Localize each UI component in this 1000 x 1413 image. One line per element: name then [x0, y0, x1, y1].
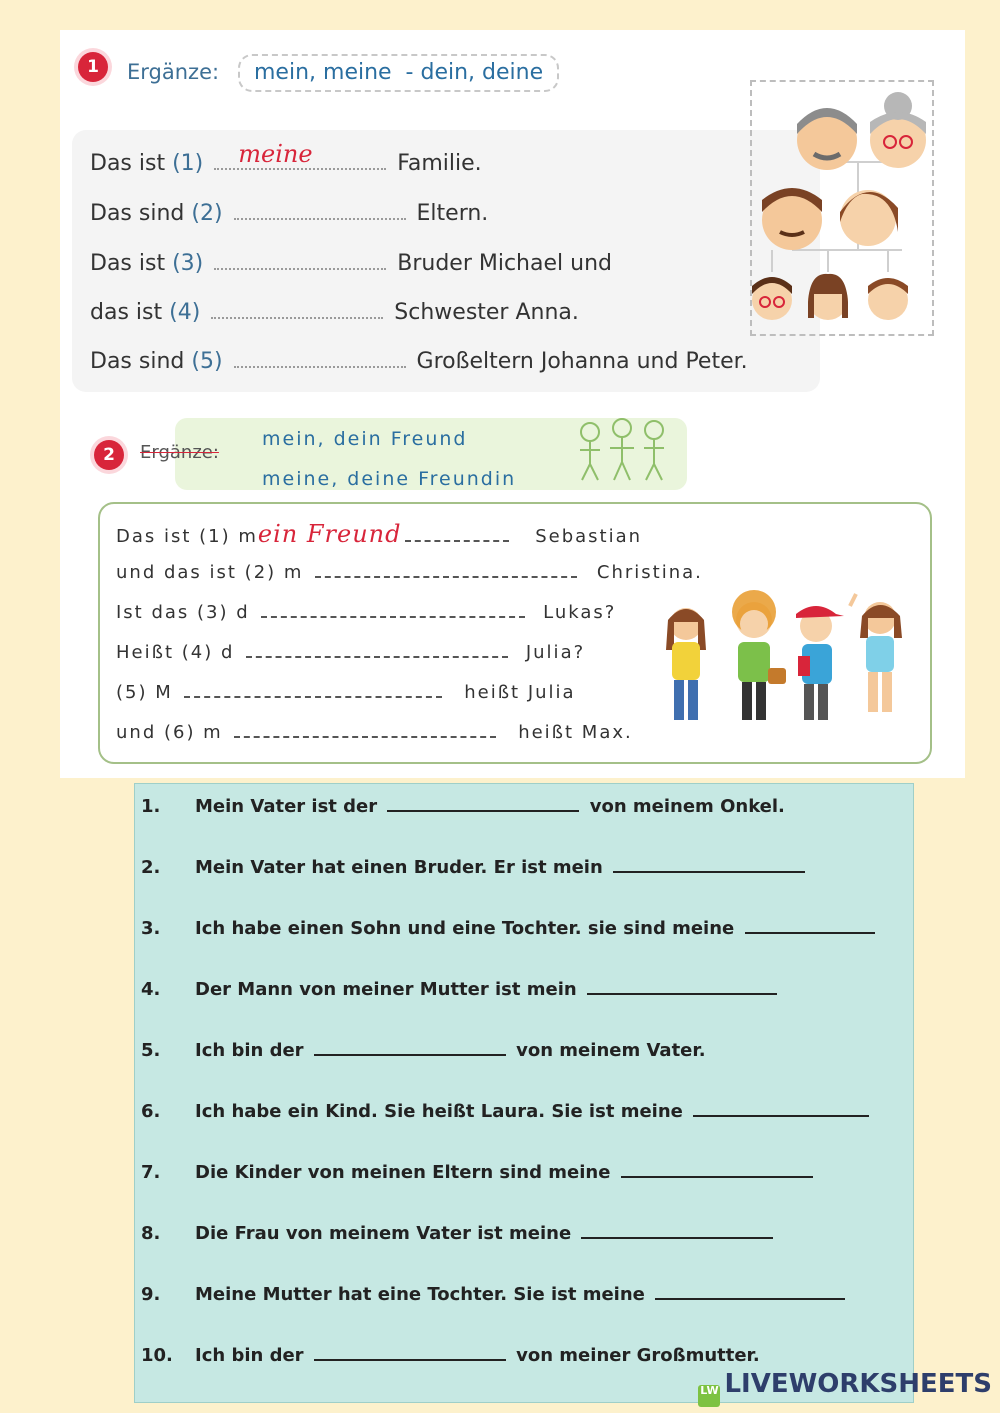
ex3-item-6-num: 6.	[141, 1101, 161, 1122]
ex3-item-7-text: Die Kinder von meinen Eltern sind meine	[195, 1162, 611, 1183]
ex2-answer-1-text[interactable]: ein Freund	[257, 520, 402, 548]
ex3-item-10	[141, 1343, 760, 1366]
ex2-answer-3[interactable]	[261, 602, 525, 618]
ex1-line-4	[90, 297, 579, 325]
ex1-answer-4[interactable]	[211, 297, 383, 319]
ex1-line-1-num: (1)	[172, 151, 204, 176]
ex1-line-2-after: Eltern.	[416, 201, 489, 226]
ex1-answer-1[interactable]	[214, 140, 386, 170]
ex2-line-5-text: (5) M	[116, 682, 173, 703]
ex2-answer-2[interactable]	[315, 562, 577, 578]
liveworksheets-logo-icon: LW	[698, 1385, 720, 1407]
ex3-item-8-text: Die Frau von meinem Vater ist meine	[195, 1223, 572, 1244]
liveworksheets-logo-text: LIVEWORKSHEETS	[724, 1369, 992, 1399]
ex3-item-9-num: 9.	[141, 1284, 161, 1305]
ex1-line-3-text: Das ist	[90, 251, 173, 276]
ex2-line-2-text: und das ist (2) m	[116, 562, 304, 583]
exercise-2-options-line-1: mein, dein Freund	[262, 428, 468, 450]
family-tree-illustration	[750, 80, 934, 336]
ex3-item-4-num: 4.	[141, 979, 161, 1000]
exercise-2-options-line-2: meine, deine Freundin	[262, 468, 517, 490]
ex3-answer-6[interactable]	[693, 1099, 869, 1117]
ex1-answer-2[interactable]	[234, 198, 406, 220]
ex3-item-7	[141, 1160, 817, 1183]
ex2-line-1-after: Sebastian	[535, 526, 643, 547]
children-illustration	[650, 590, 930, 730]
exercise-2-badge: 2	[94, 440, 124, 470]
ex1-line-2-num: (2)	[191, 201, 223, 226]
ex3-answer-3[interactable]	[745, 916, 875, 934]
ex3-item-10-after: von meiner Großmutter.	[516, 1345, 760, 1366]
ex3-item-1-text: Mein Vater ist der	[195, 796, 378, 817]
ex1-line-5-after: Großeltern Johanna und Peter.	[416, 349, 748, 374]
ex1-answer-1-text: meine	[238, 140, 313, 168]
liveworksheets-logo[interactable]	[698, 1369, 992, 1407]
ex3-answer-5[interactable]	[314, 1038, 506, 1056]
friends-sketch-icon	[574, 418, 670, 484]
ex1-line-5	[90, 346, 748, 374]
ex3-item-1	[141, 794, 785, 817]
ex2-line-5-after: heißt Julia	[464, 682, 576, 703]
ex2-line-3	[116, 602, 616, 623]
ex3-answer-1[interactable]	[387, 794, 579, 812]
ex2-answer-4[interactable]	[246, 642, 508, 658]
ex1-line-5-num: (5)	[191, 349, 223, 374]
ex2-line-2-after: Christina.	[596, 562, 703, 583]
ex2-answer-5[interactable]	[184, 682, 442, 698]
ex3-item-10-num: 10.	[141, 1345, 173, 1366]
ex3-item-4-text: Der Mann von meiner Mutter ist mein	[195, 979, 577, 1000]
exercise-1-instruction: Ergänze:	[127, 60, 220, 84]
ex1-line-1-after: Familie.	[397, 151, 482, 176]
ex1-answer-5[interactable]	[234, 346, 406, 368]
ex3-item-3	[141, 916, 879, 939]
ex3-item-9	[141, 1282, 849, 1305]
ex3-item-2	[141, 855, 809, 878]
ex3-item-10-text: Ich bin der	[195, 1345, 304, 1366]
ex2-line-6	[116, 722, 633, 743]
exercise-2-instruction: Ergänze:	[140, 442, 219, 463]
ex3-item-6	[141, 1099, 873, 1122]
ex3-item-2-num: 2.	[141, 857, 161, 878]
ex2-line-1-text: Das ist (1) m	[116, 526, 258, 547]
ex3-item-1-num: 1.	[141, 796, 161, 817]
ex2-line-4-after: Julia?	[525, 642, 586, 663]
ex3-item-3-text: Ich habe einen Sohn und eine Tochter. sie sind meine	[195, 918, 735, 939]
ex1-line-3-num: (3)	[172, 251, 204, 276]
ex3-item-2-text: Mein Vater hat einen Bruder. Er ist mein	[195, 857, 603, 878]
exercise-3-box	[134, 783, 914, 1403]
ex3-answer-9[interactable]	[655, 1282, 845, 1300]
ex1-line-1-text: Das ist	[90, 151, 173, 176]
ex3-item-5	[141, 1038, 706, 1061]
ex2-line-2	[116, 562, 703, 583]
ex3-item-3-num: 3.	[141, 918, 161, 939]
ex3-item-1-after: von meinem Onkel.	[589, 796, 785, 817]
ex3-answer-4[interactable]	[587, 977, 777, 995]
ex3-item-5-text: Ich bin der	[195, 1040, 304, 1061]
ex2-line-4	[116, 642, 585, 663]
ex3-answer-10[interactable]	[314, 1343, 506, 1361]
ex1-line-4-after: Schwester Anna.	[394, 300, 579, 325]
ex1-line-3-after: Bruder Michael und	[397, 251, 612, 276]
ex3-item-4	[141, 977, 781, 1000]
ex1-line-1	[90, 140, 482, 176]
ex2-line-6-text: und (6) m	[116, 722, 223, 743]
ex3-item-9-text: Meine Mutter hat eine Tochter. Sie ist meine	[195, 1284, 645, 1305]
ex3-item-8-num: 8.	[141, 1223, 161, 1244]
ex2-line-3-text: Ist das (3) d	[116, 602, 250, 623]
family-tree-icon	[752, 82, 932, 334]
ex2-line-1	[116, 520, 642, 548]
ex2-line-6-after: heißt Max.	[518, 722, 633, 743]
ex3-item-6-text: Ich habe ein Kind. Sie heißt Laura. Sie ist meine	[195, 1101, 683, 1122]
ex1-line-4-num: (4)	[169, 300, 201, 325]
exercise-1-word-options: mein, meine - dein, deine	[238, 54, 559, 92]
ex3-item-5-num: 5.	[141, 1040, 161, 1061]
ex3-answer-8[interactable]	[581, 1221, 773, 1239]
ex2-line-3-after: Lukas?	[543, 602, 617, 623]
ex2-line-4-text: Heißt (4) d	[116, 642, 235, 663]
ex1-line-5-text: Das sind	[90, 349, 192, 374]
ex1-line-2-text: Das sind	[90, 201, 192, 226]
ex3-item-5-after: von meinem Vater.	[516, 1040, 706, 1061]
exercise-1-badge: 1	[78, 52, 108, 82]
ex3-item-8	[141, 1221, 777, 1244]
ex1-answer-3[interactable]	[214, 248, 386, 270]
ex1-line-3	[90, 248, 612, 276]
ex2-answer-1[interactable]	[405, 526, 509, 542]
ex1-line-4-text: das ist	[90, 300, 170, 325]
ex3-answer-2[interactable]	[613, 855, 805, 873]
ex2-answer-6[interactable]	[234, 722, 496, 738]
ex1-line-2	[90, 198, 488, 226]
ex3-answer-7[interactable]	[621, 1160, 813, 1178]
ex3-item-7-num: 7.	[141, 1162, 161, 1183]
ex2-line-5	[116, 682, 576, 703]
